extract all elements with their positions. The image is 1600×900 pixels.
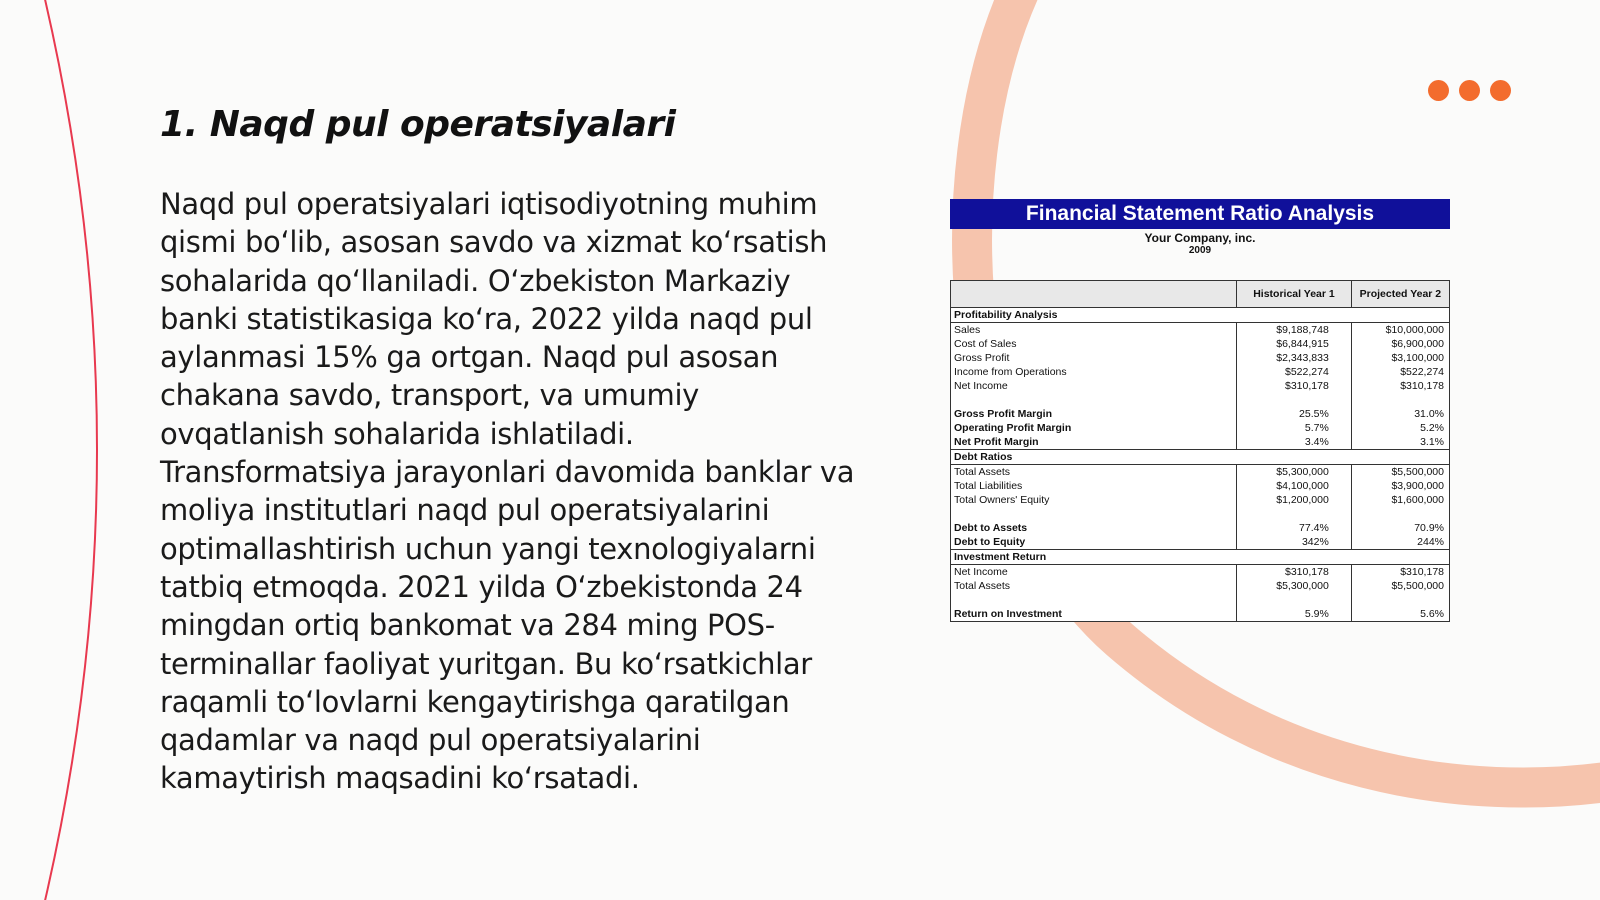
left-edge-curve-decoration <box>44 0 97 900</box>
table-row <box>951 393 1450 407</box>
row-value <box>1351 393 1449 407</box>
row-value: 5.9% <box>1237 607 1352 622</box>
row-value: $6,900,000 <box>1391 338 1444 350</box>
row-label: Income from Operations <box>951 365 1237 379</box>
row-label: Total Assets <box>951 465 1237 480</box>
row-value <box>1351 450 1449 465</box>
row-value: 77.4% <box>1237 521 1352 535</box>
row-value: $522,274 <box>1400 366 1444 378</box>
financial-table-year: 2009 <box>1188 245 1212 256</box>
table-row <box>951 535 1450 550</box>
row-value: 5.6% <box>1420 608 1444 620</box>
row-value: $9,188,748 <box>1237 323 1352 338</box>
row-label: Profitability Analysis <box>951 308 1237 323</box>
row-label: Total Liabilities <box>951 479 1237 493</box>
row-value: $4,100,000 <box>1237 479 1352 493</box>
row-label: Debt to Assets <box>951 521 1237 535</box>
table-row <box>951 479 1450 493</box>
column-header: Projected Year 2 <box>1351 281 1449 308</box>
table-row <box>951 435 1450 450</box>
financial-table-title: Financial Statement Ratio Analysis <box>950 199 1450 229</box>
row-value <box>1237 450 1352 465</box>
table-row <box>951 323 1450 338</box>
dot-icon <box>1459 80 1480 101</box>
row-value <box>1237 593 1352 607</box>
row-label: Sales <box>951 323 1237 338</box>
slide-title: 1. Naqd pul operatsiyalari <box>160 104 676 145</box>
row-label: Total Assets <box>951 579 1237 593</box>
row-value: $310,178 <box>1400 380 1444 392</box>
row-value: 31.0% <box>1414 408 1444 420</box>
table-row <box>951 365 1450 379</box>
row-value: $3,900,000 <box>1391 480 1444 492</box>
table-row <box>951 351 1450 365</box>
table-row <box>951 421 1450 435</box>
row-value <box>1351 593 1449 607</box>
financial-statement-image <box>950 199 1450 622</box>
table-row <box>951 565 1450 580</box>
body-paragraph: Naqd pul operatsiyalari iqtisodiyotning muhim qismi bo‘lib, asosan savdo va xizmat ko‘rsatish sohalarida qo‘llaniladi. O‘zbekiston Markaziy banki statistikasiga ko‘ra, 2022 yilda naqd pul aylanmasi 15% ga ortgan. Naqd pul asosan chakana savdo, transport, va umumiy ovqatlanish sohalarida ishlatiladi. Transformatsiya jarayonlari davomida banklar va moliya institutlari naqd pul operatsiyalarini optimallashtirish uchun yangi texnologiyalarni tatbiq etmoqda. 2021 yilda O‘zbekistonda 24 mingdan ortiq bankomat va 284 ming POS-terminallar faoliyat yuritgan. Bu ko‘rsatkichlar raqamli to‘lovlarni kengaytirishga qaratilgan qadamlar va naqd pul operatsiyalarini kamaytirish maqsadini ko‘rsatadi. <box>160 187 855 796</box>
row-label: Cost of Sales <box>951 337 1237 351</box>
row-value: 3.1% <box>1420 436 1444 448</box>
column-header: Historical Year 1 <box>1237 281 1352 308</box>
row-label <box>951 393 1237 407</box>
row-value: $10,000,000 <box>1385 324 1444 336</box>
row-label: Operating Profit Margin <box>951 421 1237 435</box>
row-value: $310,178 <box>1237 379 1352 393</box>
row-label: Return on Investment <box>951 607 1237 622</box>
row-label: Debt to Equity <box>951 535 1237 550</box>
row-value: 3.4% <box>1237 435 1352 450</box>
row-value: $5,300,000 <box>1237 579 1352 593</box>
table-row <box>951 507 1450 521</box>
dot-icon <box>1428 80 1449 101</box>
column-header <box>951 281 1237 308</box>
table-row <box>951 450 1450 465</box>
row-label: Net Income <box>951 379 1237 393</box>
row-value: 5.2% <box>1420 422 1444 434</box>
row-value <box>1237 393 1352 407</box>
dots-decoration <box>1428 80 1511 101</box>
row-value <box>1237 507 1352 521</box>
row-value <box>1351 550 1449 565</box>
row-value <box>1351 507 1449 521</box>
row-value: $1,600,000 <box>1391 494 1444 506</box>
row-label: Gross Profit Margin <box>951 407 1237 421</box>
row-label: Net Income <box>951 565 1237 580</box>
row-label: Debt Ratios <box>951 450 1237 465</box>
row-value: 70.9% <box>1414 522 1444 534</box>
row-value: 5.7% <box>1237 421 1352 435</box>
table-header-row <box>951 281 1450 308</box>
table-row <box>951 407 1450 421</box>
row-label: Total Owners' Equity <box>951 493 1237 507</box>
row-value <box>1237 308 1352 323</box>
row-value <box>1351 308 1449 323</box>
row-label <box>951 507 1237 521</box>
table-row <box>951 593 1450 607</box>
row-value: $522,274 <box>1237 365 1352 379</box>
row-value: $5,500,000 <box>1391 466 1444 478</box>
table-row <box>951 607 1450 622</box>
row-label: Investment Return <box>951 550 1237 565</box>
row-value: $6,844,915 <box>1237 337 1352 351</box>
row-value: $2,343,833 <box>1237 351 1352 365</box>
table-row <box>951 579 1450 593</box>
row-value <box>1237 550 1352 565</box>
row-value: $1,200,000 <box>1237 493 1352 507</box>
table-row <box>951 337 1450 351</box>
row-label <box>951 593 1237 607</box>
ratio-analysis-table <box>950 280 1450 622</box>
table-row <box>951 379 1450 393</box>
row-label: Gross Profit <box>951 351 1237 365</box>
row-value: $310,178 <box>1237 565 1352 580</box>
row-value: $5,300,000 <box>1237 465 1352 480</box>
table-row <box>951 521 1450 535</box>
row-value: $3,100,000 <box>1391 352 1444 364</box>
row-value: 244% <box>1417 536 1444 548</box>
row-value: 25.5% <box>1237 407 1352 421</box>
table-row <box>951 493 1450 507</box>
row-value: 342% <box>1237 535 1352 550</box>
row-value: $310,178 <box>1400 566 1444 578</box>
dot-icon <box>1490 80 1511 101</box>
table-row <box>951 308 1450 323</box>
table-row <box>951 465 1450 480</box>
financial-table-company: Your Company, inc. <box>1144 231 1256 245</box>
row-label: Net Profit Margin <box>951 435 1237 450</box>
row-value: $5,500,000 <box>1391 580 1444 592</box>
table-row <box>951 550 1450 565</box>
